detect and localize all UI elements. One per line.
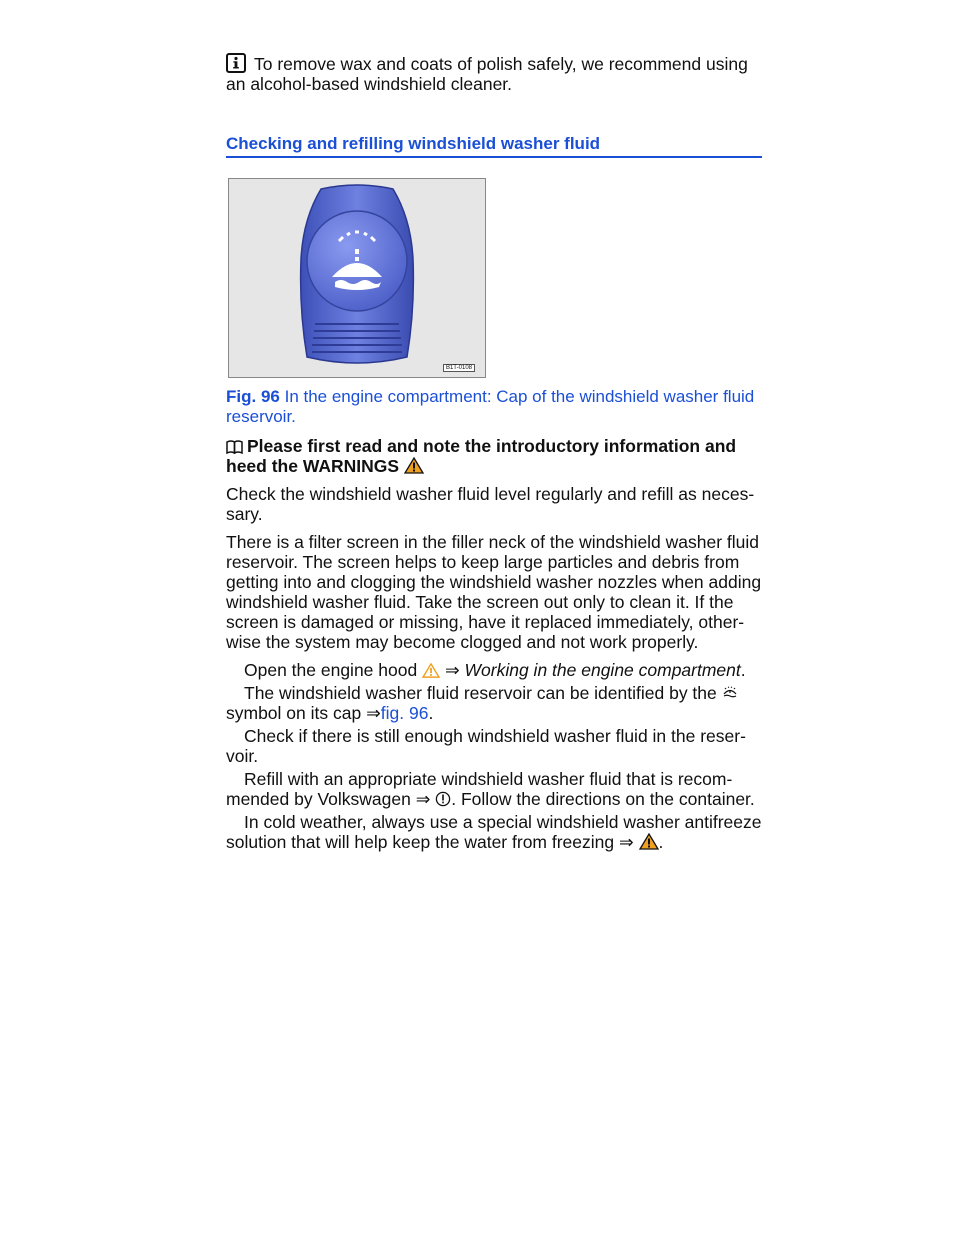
body-block [226, 436, 766, 855]
book-icon [226, 440, 243, 454]
step-open-hood-text: Open the engine hood [244, 660, 418, 680]
link-fig-96[interactable]: fig. 96 [380, 703, 429, 723]
warning-icon[interactable] [404, 457, 424, 474]
step-check-fluid: Check if there is still enough windshield washer fluid in the reser-voir. [226, 726, 746, 766]
info-note-text: To remove wax and coats of polish safely, we recommend using an alcohol-based windshield cleaner. [226, 54, 748, 94]
washer-cap-illustration [229, 179, 485, 377]
figure-code: B1T-0108 [443, 364, 475, 372]
section-title: Checking and refilling windshield washer fluid [226, 134, 762, 158]
paragraph-fluid-level: Check the windshield washer fluid level regularly and refill as neces-sary. [226, 484, 755, 524]
figure-caption-label: Fig. 96 [226, 387, 280, 406]
arrow-glyph: ⇒ [415, 789, 431, 809]
step-cold-weather-end: . [658, 832, 664, 852]
arrow-glyph: ⇒ [366, 703, 381, 723]
washer-fluid-icon [722, 686, 738, 700]
step-identify-mid: symbol on its cap [226, 703, 362, 723]
step-refill [226, 769, 766, 809]
arrow-glyph: ⇒ [444, 660, 460, 680]
arrow-glyph: ⇒ [619, 832, 634, 852]
figure-caption-text: In the engine compartment: Cap of the windshield washer fluid reservoir. [226, 387, 755, 426]
info-note [226, 53, 766, 94]
figure-caption [226, 387, 766, 427]
warning-icon[interactable] [422, 663, 440, 678]
step-identify-end: . [428, 703, 434, 723]
paragraph-filter-screen: There is a filter screen in the filler neck of the windshield washer fluid reservoir. The screen helps to keep large particles and debris from getting into and clogging the windshield washer nozzles when adding windshield washer fluid. Take the screen out only to clean it. If the screen is damaged or missing, have it replaced immediately, other-wise the system may become clogged and not work properly. [226, 532, 762, 652]
notice-icon[interactable] [435, 791, 451, 807]
step-open-hood-end: . [740, 660, 746, 680]
step-cold-weather-text: In cold weather, always use a special windshield washer antifreeze solution that will help keep the water from freezing [226, 812, 762, 852]
info-icon [226, 53, 246, 73]
figure-washer-cap [228, 178, 486, 378]
intro-note [226, 436, 766, 476]
step-identify-reservoir [226, 683, 766, 723]
warning-icon[interactable] [639, 833, 659, 850]
step-refill-end: . Follow the directions on the container. [451, 789, 755, 809]
step-identify-text: The windshield washer fluid reservoir can be identified by the [244, 683, 717, 703]
step-open-hood [226, 660, 766, 680]
step-cold-weather [226, 812, 766, 852]
link-engine-compartment[interactable]: Working in the engine compartment [464, 660, 741, 680]
step-refill-text: Refill with an appropriate windshield washer fluid that is recom-mended by Volkswagen [226, 769, 733, 809]
intro-text: Please first read and note the introductory information and heed the WARNINGS [226, 436, 737, 476]
